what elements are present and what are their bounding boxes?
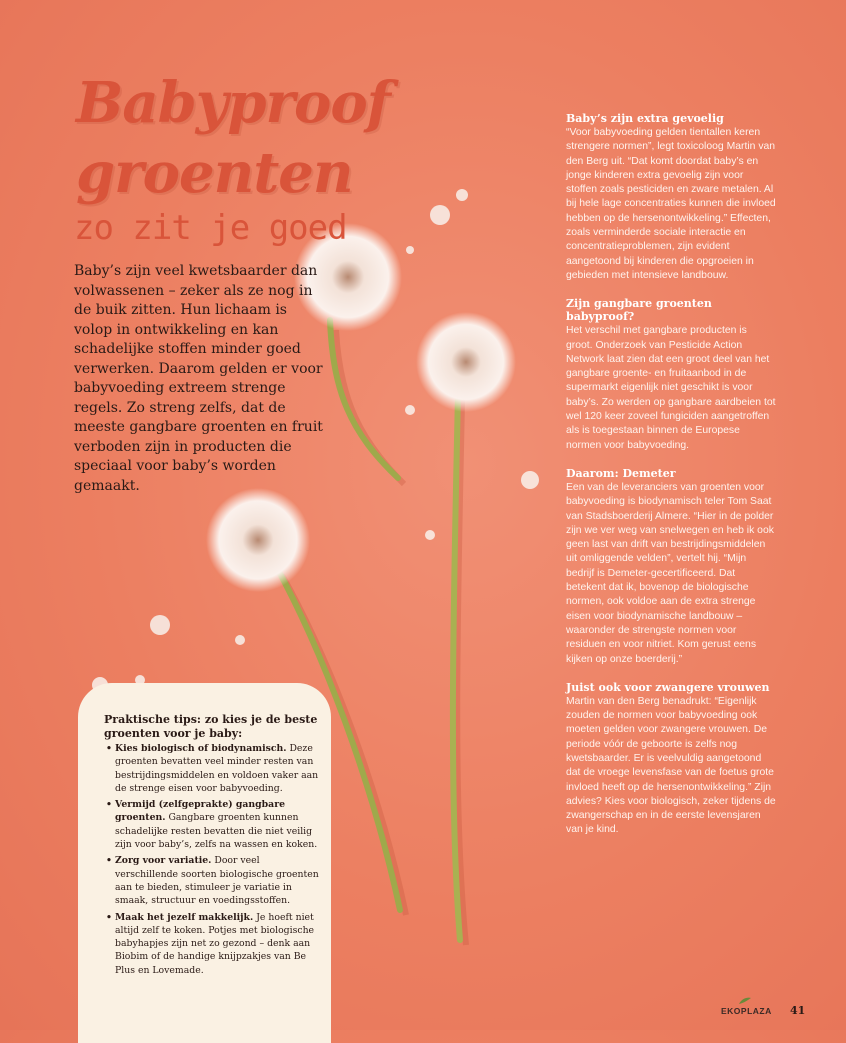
page-number: 41	[790, 1004, 806, 1017]
section-body: “Voor babyvoeding gelden tientallen keren strengere normen”, legt toxicoloog Martin van den Berg uit. “Dat komt doordat baby’s en jonge kinderen extra gevoelig zijn voor stoffen zoals pesticiden en zware metalen. Al bij hele lage concentraties kunnen die invloed hebben op de hersenontwikkeling.” Effecten, zoals verminderde sociale interactie en concentratieproblemen, zijn evident aangetoond bij kinderen die opgroeien in gebieden met intensieve landbouw.	[566, 127, 776, 281]
section-heading: Daarom: Demeter	[566, 466, 676, 480]
tips-heading: Praktische tips: zo kies je de beste groenten voor je baby:	[104, 713, 318, 740]
section-heading: Juist ook voor zwangere vrouwen	[566, 680, 770, 694]
ekoplaza-logo: EKOPLAZA	[721, 1006, 772, 1016]
title-line-1: Babyproof	[76, 70, 390, 136]
section-baby-gevoelig	[566, 112, 776, 283]
section-body: Het verschil met gangbare producten is groot. Onderzoek van Pesticide Action Network laat zien dat een groot deel van het gangbare groente- en fruitaanbod in de supermarkt eigenlijk niet geschikt is voor baby’s. Zo werden op gangbare aardbeien tot wel 120 keer zoveel fungiciden aangetroffen als is toegestaan binnen de Europese normen voor babyvoeding.	[566, 325, 776, 451]
tip-text: Deze groenten bevatten veel minder resten van bestrijdingsmiddelen en voldoen vaker aan de strenge eisen voor babyvoeding.	[115, 743, 319, 794]
tip-bold: Kies biologisch of biodynamisch.	[115, 743, 287, 754]
section-zwangere-vrouwen	[566, 681, 776, 838]
tip-bold: Maak het jezelf makkelijk.	[115, 911, 254, 923]
tip-bold: Vermijd (zelfgeprakte) gangbare groenten.	[115, 799, 286, 824]
tip-item	[106, 742, 320, 795]
tip-item	[106, 854, 320, 907]
section-gangbare-groenten	[566, 297, 776, 453]
dandelion-stem	[330, 320, 398, 478]
section-demeter	[566, 467, 776, 667]
tip-item	[106, 911, 320, 977]
section-body: Een van de leveranciers van groenten voor babyvoeding is biodynamisch teler Tom Saat van Stadsboerderij Almere. “Hier in de polder zijn we ver weg van snelwegen en heb ik ook geen last van drift van bestrijdingsmiddelen uit omliggende velden”, vertelt hij. “Mijn bedrijf is Demeter-gecertificeerd. Dat betekent dat ik, bovenop de biologische normen, ook voldoe aan de extra strenge eisen voor biodynamische landbouw – waaronder de strengste normen voor residuen en voor nitriet. Kom gerust eens kijken op onze boerderij.”	[566, 481, 774, 665]
tips-list	[106, 742, 320, 980]
tip-text: Gangbare groenten kunnen schadelijke resten bevatten die niet veilig zijn voor baby’s, zelfs na wassen en koken.	[115, 812, 318, 851]
tip-item	[106, 798, 320, 851]
section-heading: Baby’s zijn extra gevoelig	[566, 112, 724, 125]
section-heading: Zijn gangbare groenten babyproof?	[566, 297, 712, 324]
tip-bold: Zorg voor variatie.	[115, 855, 212, 867]
article-column	[566, 112, 776, 852]
section-body: Martin van den Berg benadrukt: “Eigenlijk zouden de normen voor babyvoeding ook moeten gelden voor zwangere vrouwen. De periode vóór de geboorte is zelfs nog kwetsbaarder. Er is veelvuldig aangetoond dat de vroege levensfase van de foetus grote invloed heeft op de hersenontwikkeling.” Zijn advies? Kies voor biologisch, zeker tijdens de zwangerschap en in de eerste levensjaren van je kind.	[566, 695, 776, 836]
leaf-icon	[738, 997, 752, 1005]
dandelion-seedhead	[206, 488, 310, 592]
subtitle: zo zit je goed	[74, 208, 347, 248]
tip-text: Je hoeft niet altijd zelf te koken. Potjes met biologische babyhapjes zijn net zo gezond – denk aan Biobim of de handige knijpzakjes van Be Plus en Lovemade.	[115, 911, 315, 976]
title-line-2: groenten	[76, 140, 353, 206]
intro-paragraph: Baby’s zijn veel kwetsbaarder dan volwassenen – zeker als ze nog in de buik zitten. Hun lichaam is volop in ontwikkeling en kan schadelijke stoffen minder goed verwerken. Daarom gelden er voor babyvoeding extreem strenge regels. Zo streng zelfs, dat de meeste gangbare groenten en fruit verboden zijn in producten die speciaal voor baby’s worden gemaakt.	[74, 263, 323, 494]
tip-text: Door veel verschillende soorten biologische groenten aan te bieden, stimuleer je variatie in smaak, structuur en voedingsstoffen.	[115, 855, 319, 907]
dandelion-seedhead	[416, 312, 516, 412]
